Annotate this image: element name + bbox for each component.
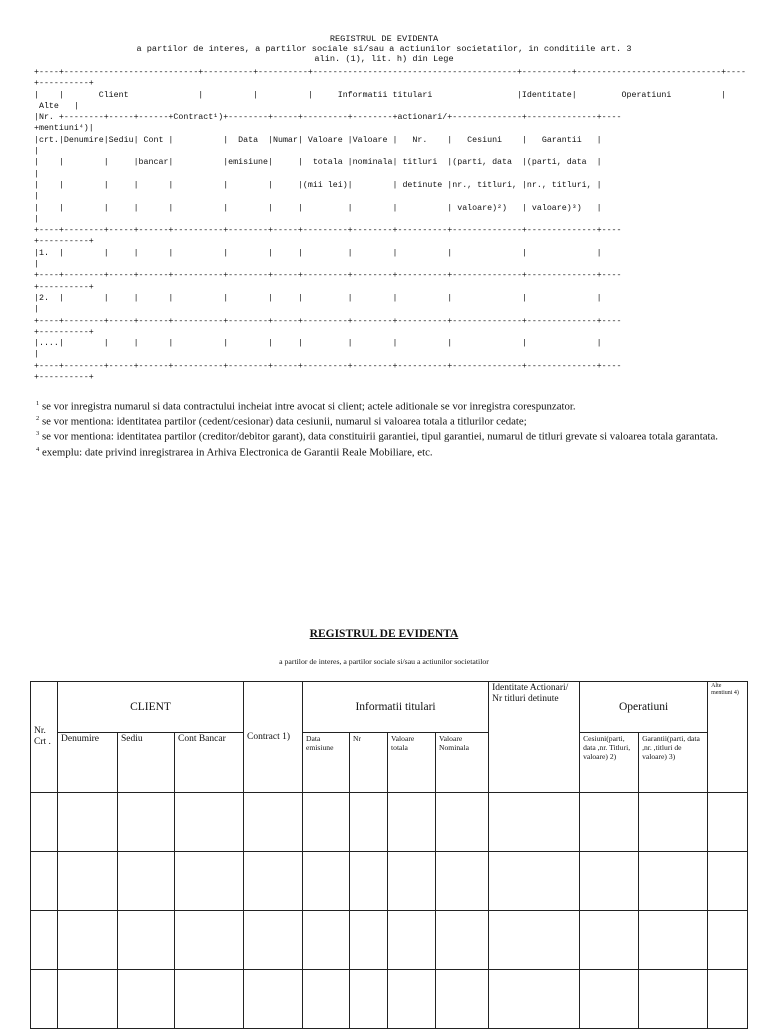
footnote-1 xyxy=(36,398,736,413)
table-row xyxy=(31,793,748,852)
footnote-4-marker: 4 xyxy=(36,445,40,453)
header-row-top xyxy=(31,682,748,733)
ascii-register-subtitle-line2: alin. (1), lit. h) din Lege xyxy=(314,54,454,64)
table-row xyxy=(31,970,748,1029)
header-informatii-titulari: Informatii titulari xyxy=(303,682,489,733)
footnote-4-text: exemplu: date privind inregistrarea in Arhiva Electronica de Garantii Reale Mobiliare, etc. xyxy=(39,446,433,459)
table-row xyxy=(31,911,748,970)
ascii-register-title-block xyxy=(0,34,768,64)
header-denumire: Denumire xyxy=(58,733,118,793)
footnote-4 xyxy=(36,444,736,459)
header-valoare-totala: Valoare totala xyxy=(388,733,436,793)
header-operatiuni: Operatiuni xyxy=(580,682,708,733)
header-cesiuni: Cesiuni(parti, data ,nr. Titluri, valoare) 2) xyxy=(580,733,639,793)
register-form-table xyxy=(30,681,748,1029)
header-sediu: Sediu xyxy=(118,733,175,793)
header-cont-bancar: Cont Bancar xyxy=(175,733,244,793)
header-contract: Contract 1) xyxy=(244,682,303,793)
footnotes xyxy=(36,398,736,459)
form-subtitle: a partilor de interes, a partilor sociale si/sau a actiunilor societatilor xyxy=(279,657,489,666)
footnote-3 xyxy=(36,428,736,443)
ascii-register-table: +----+---------------------------+----------+----------+-----------------------------------------+----------+-----------------------------+---- +----------+ | | Client | | | Informatii titulari |Identitate| Operatiuni | Alte | |Nr. +--------+-----+------+Contract¹)+--------+-----+---------+--------+actionari/+--------------+--------------+---- +mentiuni⁴)| |crt.|Denumire|Sediu| Cont | | Data |Numar| Valoare |Valoare | Nr. | Cesiuni | Garantii | | | | | |bancar| |emisiune| | totala |nominala| titluri |(parti, data |(parti, data | | | | | | | | | |(mii lei)| | detinute |nr., titluri, |nr., titluri, | | | | | | | | | | | | | valoare)²) | valoare)³) | | +----+--------+-----+------+----------+--------+-----+---------+--------+----------+--------------+--------------+---- +----------+ |1. | | | | | | | | | | | | | +----+--------+-----+------+----------+--------+-----+---------+--------+----------+--------------+--------------+---- +----------+ |2. | | | | | | | | | | | | | +----+--------+-----+------+----------+--------+-----+---------+--------+----------+--------------+--------------+---- +----------+ |....| | | | | | | | | | | | | +----+--------+-----+------+----------+--------+-----+---------+--------+----------+--------------+--------------+---- +----------+ xyxy=(34,68,746,383)
header-nr: Nr xyxy=(350,733,388,793)
footnote-1-text: se vor inregistra numarul si data contractului incheiat intre avocat si client; actele aditionale se vor inregistra corespunzator. xyxy=(39,400,576,413)
header-valoare-nominala: Valoare Nominala xyxy=(436,733,489,793)
header-garantii: Garantii(parti, data ,nr. ,titluri de valoare) 3) xyxy=(639,733,708,793)
header-data-emisiune: Data emisiune xyxy=(303,733,350,793)
table-row xyxy=(31,852,748,911)
footnote-1-marker: 1 xyxy=(36,400,40,407)
header-identitate: Identitate Actionari/ Nr titluri detinute xyxy=(489,682,580,793)
ascii-register-subtitle-line1: a partilor de interes, a partilor sociale si/sau a actiunilor societatilor, in conditiile art. 3 xyxy=(136,44,632,54)
ascii-register-title: REGISTRUL DE EVIDENTA xyxy=(329,34,439,44)
form-title: REGISTRUL DE EVIDENTA xyxy=(309,628,459,640)
footnote-3-marker: 3 xyxy=(36,430,40,438)
header-nr-crt: Nr. Crt . xyxy=(31,682,58,793)
header-client: CLIENT xyxy=(58,682,244,733)
header-row-sub xyxy=(31,733,748,793)
footnote-2-marker: 2 xyxy=(36,415,40,423)
footnote-2 xyxy=(36,413,736,428)
footnote-2-text: se vor mentiona: identitatea partilor (cedent/cesionar) data cesiunii, numarul si valoarea totala a titlurilor cedate; xyxy=(39,415,527,428)
header-alte-mentiuni: Alte mentiuni 4) xyxy=(708,682,748,793)
footnote-3-text: se vor mentiona: identitatea partilor (creditor/debitor garant), data constituirii garantiei, tipul garantiei, numarul de titluri grevate si valoarea totala garantata. xyxy=(39,430,718,443)
